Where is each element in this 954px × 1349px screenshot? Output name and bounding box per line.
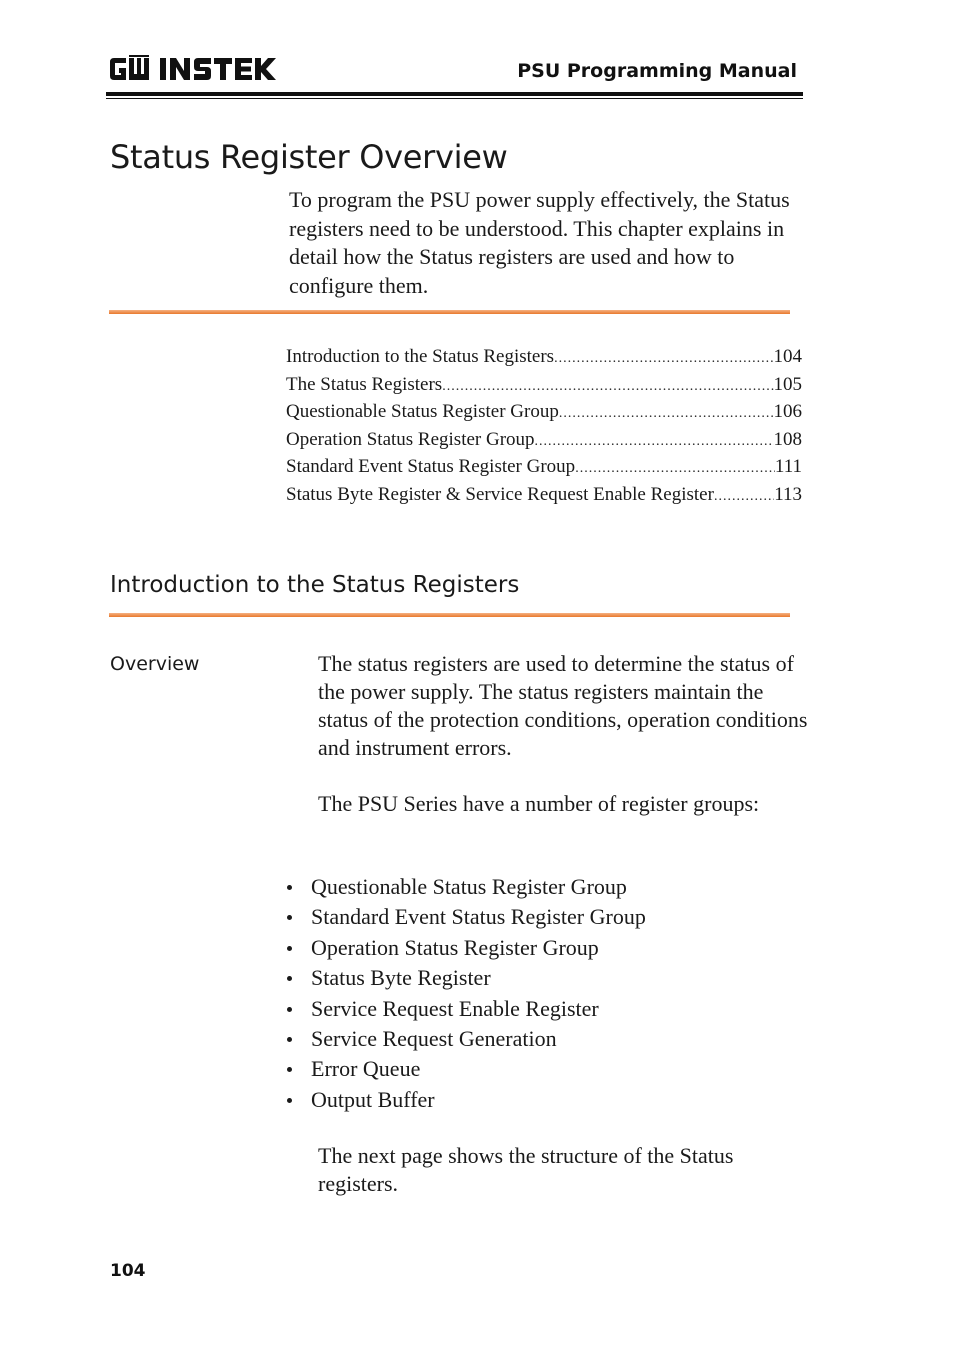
toc-leader — [535, 429, 774, 455]
next-page-note: The next page shows the structure of the Status registers. — [318, 1143, 734, 1196]
toc-entry-title: Introduction to the Status Registers — [286, 346, 555, 367]
bullet-icon — [287, 885, 292, 890]
list-item-text: Questionable Status Register Group — [311, 874, 627, 899]
toc-leader — [554, 346, 773, 372]
toc-entry-title: Questionable Status Register Group — [286, 401, 559, 423]
toc-entry[interactable] — [286, 427, 802, 455]
section-title: Introduction to the Status Registers — [110, 572, 520, 598]
chapter-intro: To program the PSU power supply effectively, the Status registers need to be understood. This chapter explains in detail how the Status registers are used and how to configure them. — [289, 187, 790, 298]
toc-leader — [575, 456, 775, 482]
list-item-text: Output Buffer — [311, 1086, 435, 1112]
toc-entry-page: 104 — [773, 346, 802, 367]
toc-entry-page: 105 — [773, 373, 802, 395]
bullet-icon — [287, 946, 292, 951]
overview-paragraph: The status registers are used to determine the status of the power supply. The status registers maintain the status of the protection conditions, operation conditions and instrument errors. — [318, 651, 808, 760]
register-groups-intro: The PSU Series have a number of register groups: — [318, 791, 760, 816]
toc-entry-title: The Status Registers — [286, 373, 443, 395]
list-item — [284, 1054, 804, 1084]
list-item — [284, 1024, 804, 1054]
list-item-text: Standard Event Status Register Group — [311, 904, 646, 930]
toc-entry-page: 106 — [773, 401, 802, 423]
toc-entry-page: 111 — [774, 456, 802, 478]
list-item-text: Error Queue — [311, 1056, 421, 1082]
toc-entry[interactable] — [286, 482, 802, 510]
overview-label: Overview — [110, 653, 200, 675]
list-item — [284, 933, 804, 963]
list-item — [284, 1085, 804, 1115]
chapter-toc — [286, 344, 802, 510]
list-item-text: Status Byte Register — [311, 965, 491, 991]
toc-leader — [559, 401, 774, 427]
manual-title: PSU Programming Manual — [517, 60, 797, 82]
section-divider — [109, 613, 790, 617]
gw-instek-logo — [108, 52, 278, 86]
list-item — [284, 963, 804, 993]
toc-entry-title: Status Byte Register & Service Request Enable Register — [286, 483, 714, 505]
header-rule — [106, 92, 803, 96]
chapter-divider — [109, 310, 790, 314]
list-item — [284, 872, 804, 902]
bullet-icon — [287, 1007, 292, 1012]
toc-entry[interactable] — [286, 344, 802, 372]
header-rule-thin — [106, 98, 803, 99]
bullet-icon — [287, 976, 292, 981]
toc-leader — [714, 484, 774, 510]
toc-entry[interactable] — [286, 372, 802, 400]
bullet-icon — [287, 1037, 292, 1042]
chapter-title: Status Register Overview — [110, 138, 508, 176]
toc-entry[interactable] — [286, 399, 802, 427]
toc-entry-page: 108 — [773, 428, 802, 450]
list-item-text: Operation Status Register Group — [311, 934, 599, 960]
toc-entry-title: Operation Status Register Group — [286, 428, 535, 450]
toc-leader — [442, 374, 773, 400]
list-item — [284, 902, 804, 932]
list-item-text: Service Request Generation — [311, 1026, 557, 1052]
bullet-icon — [287, 1098, 292, 1103]
toc-entry-page: 113 — [774, 483, 802, 505]
register-group-list — [284, 872, 804, 1115]
toc-entry-title: Standard Event Status Register Group — [286, 456, 576, 478]
list-item-text: Service Request Enable Register — [311, 995, 599, 1021]
bullet-icon — [287, 1067, 292, 1072]
bullet-icon — [287, 915, 292, 920]
list-item — [284, 994, 804, 1024]
toc-entry[interactable] — [286, 454, 802, 482]
page-number: 104 — [110, 1261, 146, 1281]
